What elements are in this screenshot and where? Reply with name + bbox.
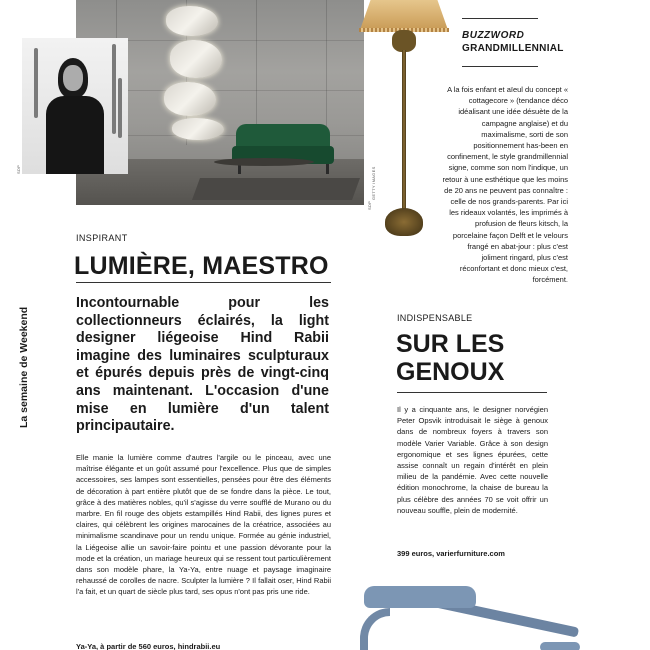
section-label: La semaine de Weekend (18, 306, 30, 428)
buzzword-rule-top (462, 18, 538, 19)
main-article-price: Ya-Ya, à partir de 560 euros, hindrabii.eu (76, 642, 221, 650)
lamp-sculpture-1 (166, 6, 218, 36)
lamp-credit: GETTY IMAGES (371, 166, 376, 200)
main-article-kicker: INSPIRANT (76, 233, 128, 243)
side-article-price: 399 euros, varierfurniture.com (397, 549, 505, 558)
buzzword-title: GRANDMILLENNIAL (462, 43, 564, 54)
buzzword-kicker: BUZZWORD (462, 30, 525, 41)
coffee-table (214, 158, 314, 166)
side-article-kicker: INDISPENSABLE (397, 313, 473, 323)
designer-portrait-photo (22, 38, 128, 174)
side-article-body: Il y a cinquante ans, le designer norvégien Peter Opsvik introduisait le siège à genoux dans de nombreux foyers à travers son modèle Varier Variable. Grâce à son design ergonomique et ses lignes épurées, cette assise connaît un regain d'intérêt en plein milieu de la pandémie. Avec cette nouvelle édition monochrome, la chaise de bureau la plus célèbre des années 70 se voit offrir un nouveau souffle, plein de modernité. (397, 405, 548, 515)
lamp-sculpture-4 (172, 118, 224, 140)
lamp-sculpture-2 (170, 40, 222, 78)
main-article-rule (76, 282, 331, 283)
side-article-title: SUR LES GENOUX (396, 330, 505, 386)
buzzword-rule-bottom (462, 66, 538, 67)
main-article-body: Elle manie la lumière comme d'autres l'argile ou le pinceau, avec une maîtrise élégante et un goût assumé pour l'excellence. Plus que de simples accessoires, ses lampes sont essentielles, pensées pour être des éléments de décoration à part entière plutôt que de se fondre dans la pièce. Le tout, grâce à des matières nobles, qu'il s'agisse du verre soufflé de Murano ou du marbre. En fil rouge des objets estampillés Hind Rabii, des lignes pures et claires, qui célèbrent les origines marocaines de la créatrice, associées au minimalisme scandinave pour un rendu unique. Formée au génie industriel, la Liégeoise allie un savoir-faire pointu et une passion dévorante pour la mode et la création, un mariage heureux qui se ressent tout particulièrement dans son modèle phare, la Ya-Ya, entre nuage et paysage imaginaire rehaussé de corolles de nacre. Sculpter la lumière ? Il fallait oser, Hind Rabii l'a fait, et un quart de siècle plus tard, ses opus n'ont pas pris une ride. (76, 453, 331, 597)
lamp-sculpture-3 (164, 82, 216, 116)
side-article-rule (397, 392, 547, 393)
portrait-credit: SDP (16, 164, 21, 174)
main-article-lead: Incontournable pour les collectionneurs éclairés, la light designer liégeoise Hind Rabii imagine des luminaires sculpturaux et épurés depuis près de vingt-cinq ans maintenant. L'occasion d'une mise en lumière d'un talent principautaire. (76, 295, 329, 435)
buzzword-body: A la fois enfant et aïeul du concept « cottagecore » (tendance déco idéalisant une idée désuète de la campagne anglaise) et du maximalisme, sorti de son positionnement has-been en confinement, le style grandmillennial signe, comme son nom l'indique, un retour à une esthétique que les moins de 20 ans ne peuvent pas connaître : celle de nos grands-parents. Par ici les rideaux volantés, les imprimés à profusion de fleurs kitsch, la porcelaine façon Delft et le velours frangé en abat-jour : plus c'est joliment ringard, plus c'est réconfortant et donc mieux c'est, forcément. (442, 85, 568, 285)
interior-credit: SDP (367, 200, 372, 210)
kneeling-chair-photo (350, 580, 600, 650)
main-article-title: LUMIÈRE, MAESTRO (74, 252, 329, 280)
